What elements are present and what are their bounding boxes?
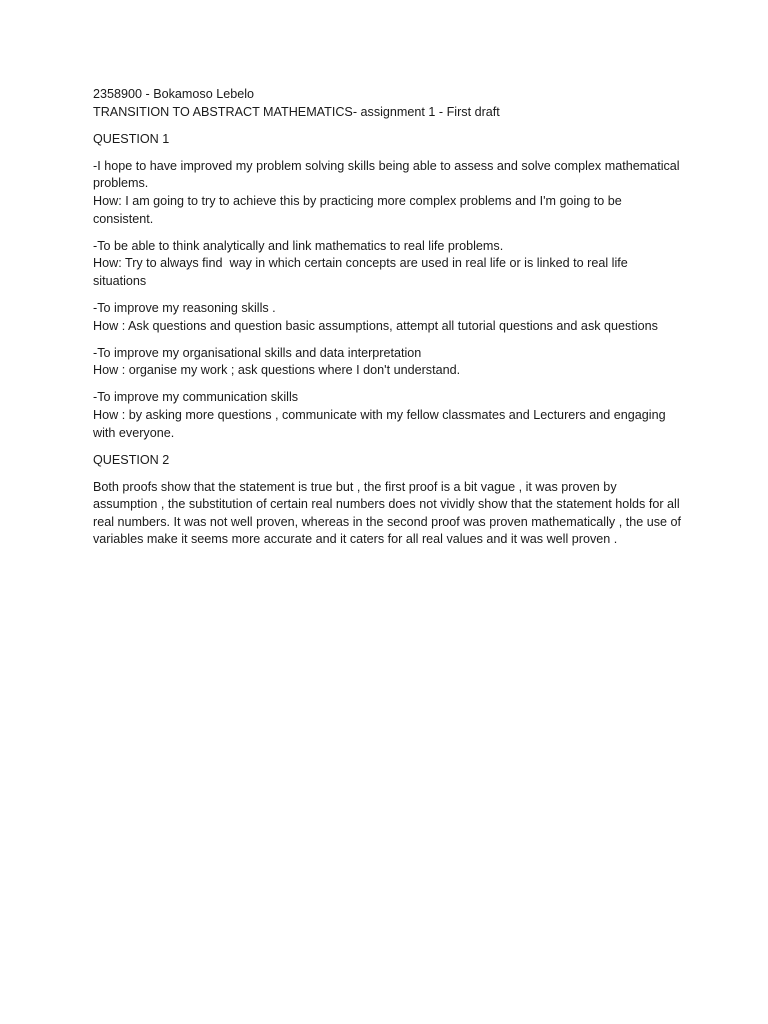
goal-2 bbox=[93, 238, 683, 291]
goal-3 bbox=[93, 300, 683, 335]
goal-how: How : by asking more questions , communicate with my fellow classmates and Lecturers and engaging with everyone. bbox=[93, 407, 670, 440]
goal-4 bbox=[93, 345, 683, 380]
student-line: 2358900 - Bokamoso Lebelo bbox=[93, 87, 255, 101]
goal-how: How : Ask questions and question basic assumptions, attempt all tutorial questions and ask questions bbox=[93, 318, 658, 333]
goal-1 bbox=[93, 158, 683, 228]
goal-how: How : organise my work ; ask questions where I don't understand. bbox=[93, 363, 461, 378]
question-1-heading: QUESTION 1 bbox=[93, 131, 170, 146]
document-body bbox=[93, 86, 683, 559]
goal-how: How: I am going to try to achieve this by practicing more complex problems and I'm going to be consistent. bbox=[93, 193, 626, 226]
document-header bbox=[93, 86, 683, 121]
goal-5 bbox=[93, 389, 683, 442]
goal-how: How: Try to always find way in which certain concepts are used in real life or is linked to real life situations bbox=[93, 256, 632, 288]
goal-text: -I hope to have improved my problem solving skills being able to assess and solve complex mathematical problems. bbox=[93, 158, 684, 191]
goal-text: -To be able to think analytically and link mathematics to real life problems. bbox=[93, 238, 504, 253]
question-2-answer: Both proofs show that the statement is true but , the first proof is a bit vague , it was proven by assumption , the substitution of certain real numbers does not vividly show that the statement holds for all real numbers. It was not well proven, whereas in the second proof was proven mathematically , the use of variables make it seems more accurate and it caters for all real values and it was well proven . bbox=[93, 479, 682, 547]
goal-text: -To improve my communication skills bbox=[93, 390, 299, 405]
assignment-title: TRANSITION TO ABSTRACT MATHEMATICS- assignment 1 - First draft bbox=[93, 104, 500, 119]
goal-text: -To improve my organisational skills and data interpretation bbox=[93, 345, 422, 360]
goal-text: -To improve my reasoning skills . bbox=[93, 300, 276, 315]
question-2-heading: QUESTION 2 bbox=[93, 452, 170, 467]
